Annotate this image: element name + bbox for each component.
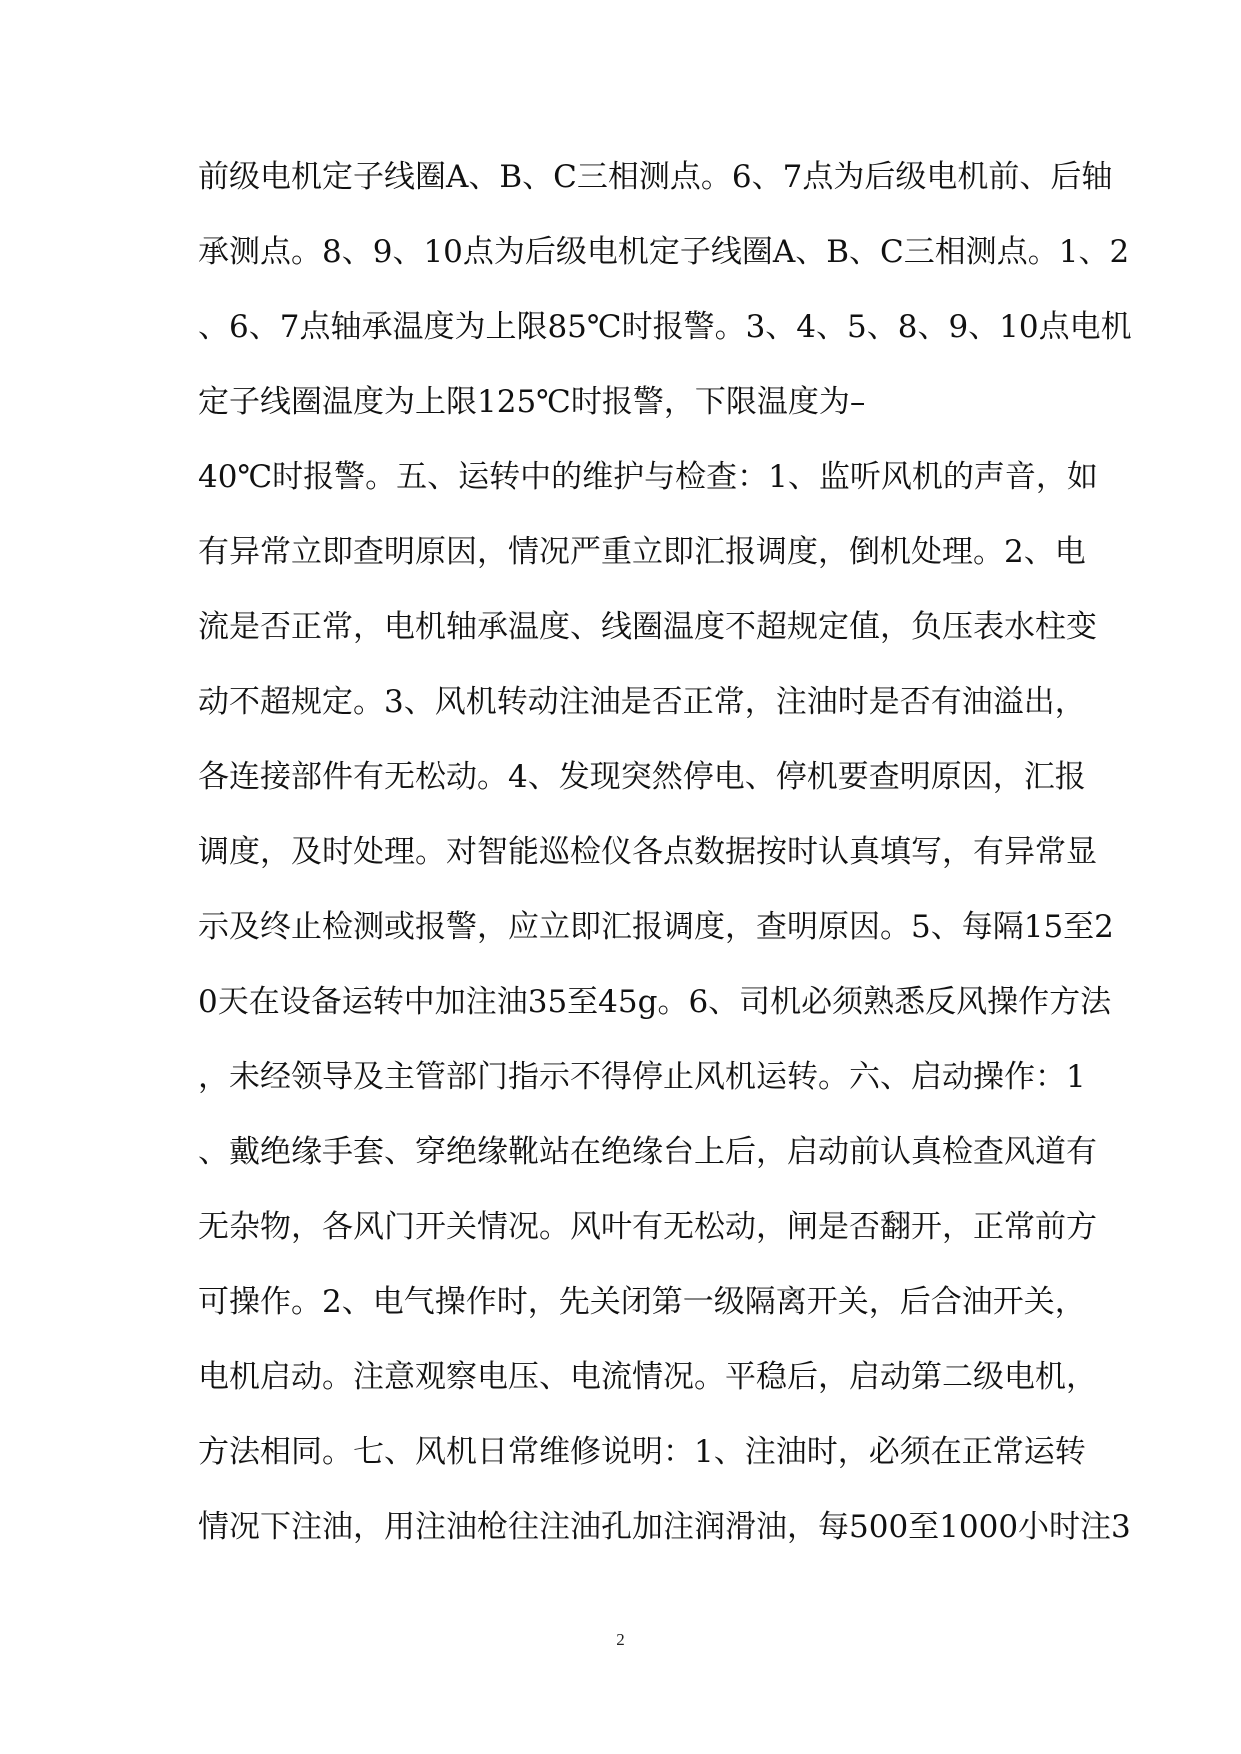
text-line: 、6、7点轴承温度为上限85℃时报警。3、4、5、8、9、10点电机: [198, 309, 1132, 345]
text-line: 无杂物，各风门开关情况。风叶有无松动，闸是否翻开，正常前方: [198, 1209, 1097, 1245]
text-line: 示及终止检测或报警，应立即汇报调度，查明原因。5、每隔15至2: [198, 909, 1114, 945]
text-line: 0天在设备运转中加注油35至45g。6、司机必须熟悉反风操作方法: [198, 984, 1112, 1020]
text-line: 可操作。2、电气操作时，先关闭第一级隔离开关，后合油开关，: [198, 1284, 1086, 1320]
text-line: 各连接部件有无松动。4、发现突然停电、停机要查明原因，汇报: [198, 759, 1086, 795]
text-line: 有异常立即查明原因，情况严重立即汇报调度，倒机处理。2、电: [198, 534, 1086, 570]
text-line: 、戴绝缘手套、穿绝缘靴站在绝缘台上后，启动前认真检查风道有: [198, 1134, 1097, 1170]
text-line: 定子线圈温度为上限125℃时报警，下限温度为–: [198, 384, 866, 420]
text-line: 电机启动。注意观察电压、电流情况。平稳后，启动第二级电机，: [198, 1359, 1097, 1395]
page-number: 2: [616, 1630, 625, 1649]
text-line: ，未经领导及主管部门指示不得停止风机运转。六、启动操作：1: [198, 1059, 1086, 1095]
text-line: 40℃时报警。五、运转中的维护与检查：1、监听风机的声音，如: [198, 459, 1098, 495]
text-line: 前级电机定子线圈A、B、C三相测点。6、7点为后级电机前、后轴: [198, 159, 1113, 195]
text-line: 承测点。8、9、10点为后级电机定子线圈A、B、C三相测点。1、2: [198, 234, 1130, 270]
text-line: 方法相同。七、风机日常维修说明：1、注油时，必须在正常运转: [198, 1434, 1086, 1470]
text-line: 调度，及时处理。对智能巡检仪各点数据按时认真填写，有异常显: [198, 834, 1097, 870]
text-line: 情况下注油，用注油枪往注油孔加注润滑油，每500至1000小时注3: [198, 1509, 1131, 1545]
text-line: 动不超规定。3、风机转动注油是否正常，注油时是否有油溢出，: [198, 684, 1086, 720]
text-line: 流是否正常，电机轴承温度、线圈温度不超规定值，负压表水柱变: [198, 609, 1097, 645]
